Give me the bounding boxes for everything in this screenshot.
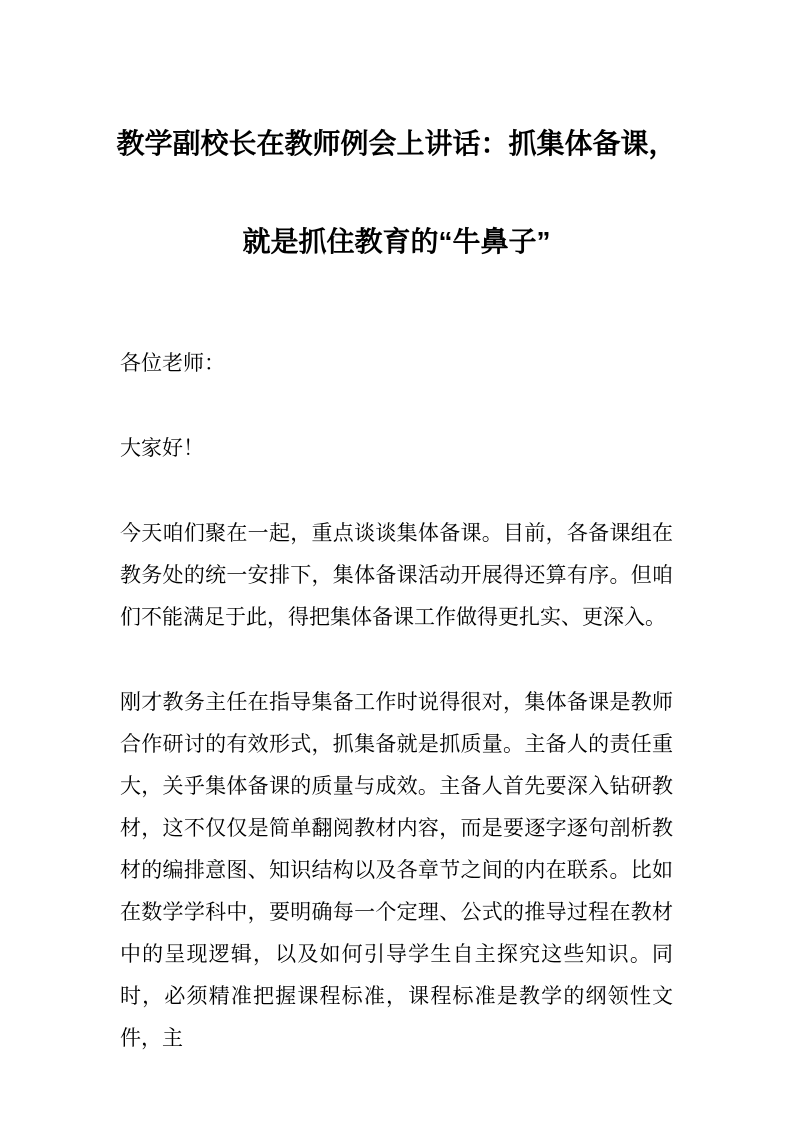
document-title-line-2: 就是抓住教育的“牛鼻子” <box>242 226 551 257</box>
document-title <box>0 95 793 291</box>
document-body <box>120 343 673 1060</box>
paragraph-main: 刚才教务主任在指导集备工作时说得很对，集体备课是教师合作研讨的有效形式，抓集备就是抓质量。主备人的责任重大，关乎集体备课的质量与成效。主备人首先要深入钻研教材，这不仅仅是简单翻阅教材内容，而是要逐字逐句剖析教材的编排意图、知识结构以及各章节之间的内在联系。比如在数学学科中，要明确每一个定理、公式的推导过程在教材中的呈现逻辑，以及如何引导学生自主探究这些知识。同时，必须精准把握课程标准，课程标准是教学的纲领性文件，主 <box>120 691 673 1050</box>
paragraph-intro: 今天咱们聚在一起，重点谈谈集体备课。目前，各备课组在教务处的统一安排下，集体备课活动开展得还算有序。但咱们不能满足于此，得把集体备课工作做得更扎实、更深入。 <box>120 522 673 629</box>
paragraph-salutation: 各位老师： <box>120 352 225 375</box>
document-title-line-1: 教学副校长在教师例会上讲话：抓集体备课， <box>116 128 677 159</box>
paragraph-greeting: 大家好！ <box>120 437 204 460</box>
